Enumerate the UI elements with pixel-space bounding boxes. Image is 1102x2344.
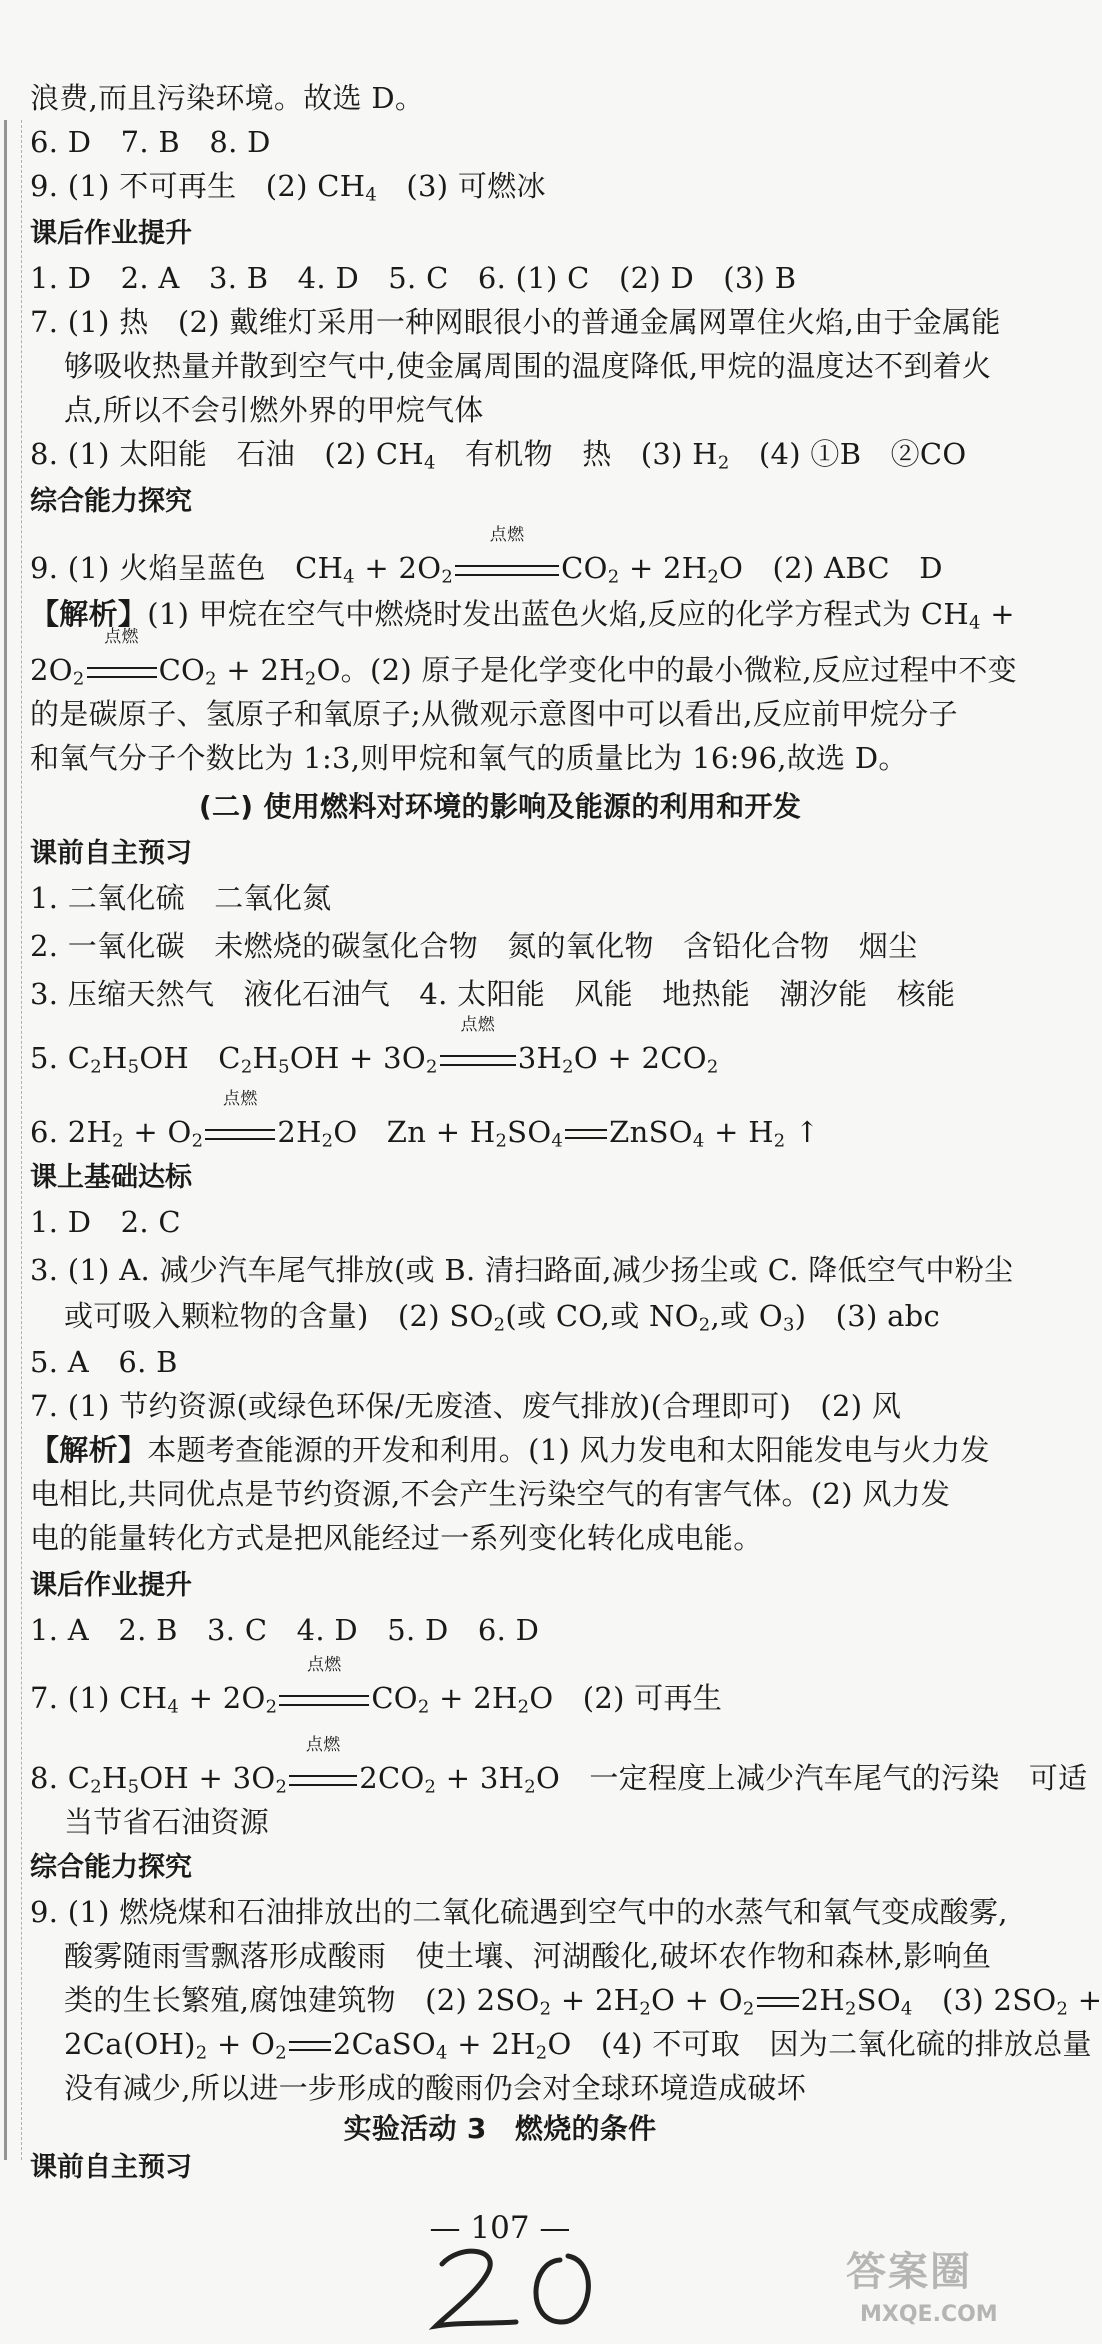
text-line: 和氧气分子个数比为 1:3,则甲烷和氧气的质量比为 16:96,故选 D。 xyxy=(30,741,908,775)
text-line: 浪费,而且污染环境。故选 D。 xyxy=(30,81,425,115)
section-heading: 课后作业提升 xyxy=(30,1570,192,1601)
text-line: 没有减少,所以进一步形成的酸雨仍会对全球环境造成破坏 xyxy=(64,2071,807,2105)
equation-line: 类的生长繁殖,腐蚀建筑物 (2) $2SO_2 + 2H_2O + O_2$ $2H_2SO_4$ (3) $2SO_2$ + xyxy=(64,1983,1102,2020)
text-line: 7. (1) 节约资源(或绿色环保/无废渣、废气排放)(合理即可) (2) 风 xyxy=(30,1389,902,1423)
text-line: 7. (1) 热 (2) 戴维灯采用一种网眼很小的普通金属网罩住火焰,由于金属能 xyxy=(30,305,1001,339)
text-line: 1. D 2. C xyxy=(30,1205,181,1239)
watermark-logo: 答案圈 MXQE.COM xyxy=(846,2249,998,2327)
handwritten-mark xyxy=(430,2242,610,2334)
text-line: 1. 二氧化硫 二氧化氮 xyxy=(30,881,332,915)
text-line: 【解析】本题考查能源的开发和利用。(1) 风力发电和太阳能发电与火力发 xyxy=(30,1433,990,1467)
section-heading: 课后作业提升 xyxy=(30,218,192,249)
page-number: — 107 — xyxy=(429,2210,571,2246)
text-line: 或可吸入颗粒物的含量) (2) $SO_2$(或 CO,或 $NO_2$,或 $O_3$) (3) abc xyxy=(64,1299,941,1336)
binding-edge xyxy=(4,120,22,2160)
text-line: 电的能量转化方式是把风能经过一系列变化转化成电能。 xyxy=(30,1521,763,1555)
equals-sign xyxy=(289,2041,331,2051)
text-line: 1. A 2. B 3. C 4. D 5. D 6. D xyxy=(30,1613,540,1647)
section-title: 实验活动 3 燃烧的条件 xyxy=(343,2112,657,2145)
text-line: 够吸收热量并散到空气中,使金属周围的温度降低,甲烷的温度达不到着火 xyxy=(64,349,992,383)
equation-line: 6. $2H_2 + O_2$ 点燃 $2H_2O$ $Zn + H_2SO_4$ ZnSO$_4$ + $H_2$ ↑ xyxy=(30,1110,980,1154)
text-line: 6. D 7. B 8. D xyxy=(30,125,271,159)
section-heading: 课上基础达标 xyxy=(30,1162,192,1193)
equals-sign xyxy=(565,1129,607,1139)
reaction-arrow: 点燃 xyxy=(87,648,157,692)
equation-line: $2Ca(OH)_2 + O_2$ 2CaSO$_4$ + $2H_2O$ (4) 不可取 因为二氧化硫的排放总量 xyxy=(64,2027,1092,2064)
equation-line: $2O_2$ 点燃 $CO_2 + 2H_2O$。(2) 原子是化学变化中的最小微粒,反应过程中不变 xyxy=(30,648,980,692)
section-heading: 课前自主预习 xyxy=(30,2152,192,2183)
reaction-arrow: 点燃 xyxy=(455,546,559,590)
text-line: 8. (1) 太阳能 石油 (2) $CH_4$ 有机物 热 (3) $H_2$ (4) ①B ②CO xyxy=(30,437,967,474)
reaction-arrow: 点燃 xyxy=(289,1756,357,1800)
text-line: 9. (1) 不可再生 (2) $CH_4$ (3) 可燃冰 xyxy=(30,169,546,206)
equation-line: 8. $C_2H_5OH + 3O_2$ 点燃 $2CO_2 + 3H_2O$ 一定程度上减少汽车尾气的污染 可适 xyxy=(30,1756,980,1800)
equation-line: 9. (1) 火焰呈蓝色 $CH_4 + 2O_2$ 点燃 $CO_2 + 2H_2O$ (2) ABC D xyxy=(30,546,980,590)
reaction-arrow: 点燃 xyxy=(440,1036,516,1080)
text-line: 3. (1) A. 减少汽车尾气排放(或 B. 清扫路面,减少扬尘或 C. 降低空气中粉尘 xyxy=(30,1253,1014,1287)
text-line: 电相比,共同优点是节约资源,不会产生污染空气的有害气体。(2) 风力发 xyxy=(30,1477,951,1511)
text-line: 5. A 6. B xyxy=(30,1345,178,1379)
text-line: 9. (1) 燃烧煤和石油排放出的二氧化硫遇到空气中的水蒸气和氧气变成酸雾, xyxy=(30,1895,1008,1929)
section-heading: 课前自主预习 xyxy=(30,838,192,869)
section-heading: 综合能力探究 xyxy=(30,1852,192,1883)
text-line: 【解析】(1) 甲烷在空气中燃烧时发出蓝色火焰,反应的化学方程式为 $CH_4$ + xyxy=(30,597,1015,634)
equation-line: 5. $C_2H_5OH$ $C_2H_5OH + 3O_2$ 点燃 $3H_2O + 2CO_2$ xyxy=(30,1036,980,1080)
section-heading: 综合能力探究 xyxy=(30,486,192,517)
text-line: 2. 一氧化碳 未燃烧的碳氢化合物 氮的氧化物 含铅化合物 烟尘 xyxy=(30,929,918,963)
equation-line: 7. (1) $CH_4 + 2O_2$ 点燃 $CO_2 + 2H_2O$ (2) 可再生 xyxy=(30,1676,980,1720)
text-line: 3. 压缩天然气 液化石油气 4. 太阳能 风能 地热能 潮汐能 核能 xyxy=(30,977,956,1011)
text-line: 当节省石油资源 xyxy=(64,1805,270,1839)
text-line: 1. D 2. A 3. B 4. D 5. C 6. (1) C (2) D (3) B xyxy=(30,261,797,295)
text-line: 点,所以不会引燃外界的甲烷气体 xyxy=(64,393,484,427)
text-line: 的是碳原子、氢原子和氧原子;从微观示意图中可以看出,反应前甲烷分子 xyxy=(30,697,958,731)
reaction-arrow: 点燃 xyxy=(279,1676,369,1720)
section-title: (二) 使用燃料对环境的影响及能源的利用和开发 xyxy=(198,790,802,823)
text-line: 酸雾随雨雪飘落形成酸雨 使土壤、河湖酸化,破坏农作物和森林,影响鱼 xyxy=(64,1939,992,1973)
reaction-arrow: 点燃 xyxy=(205,1110,275,1154)
equals-sign xyxy=(757,1997,799,2007)
